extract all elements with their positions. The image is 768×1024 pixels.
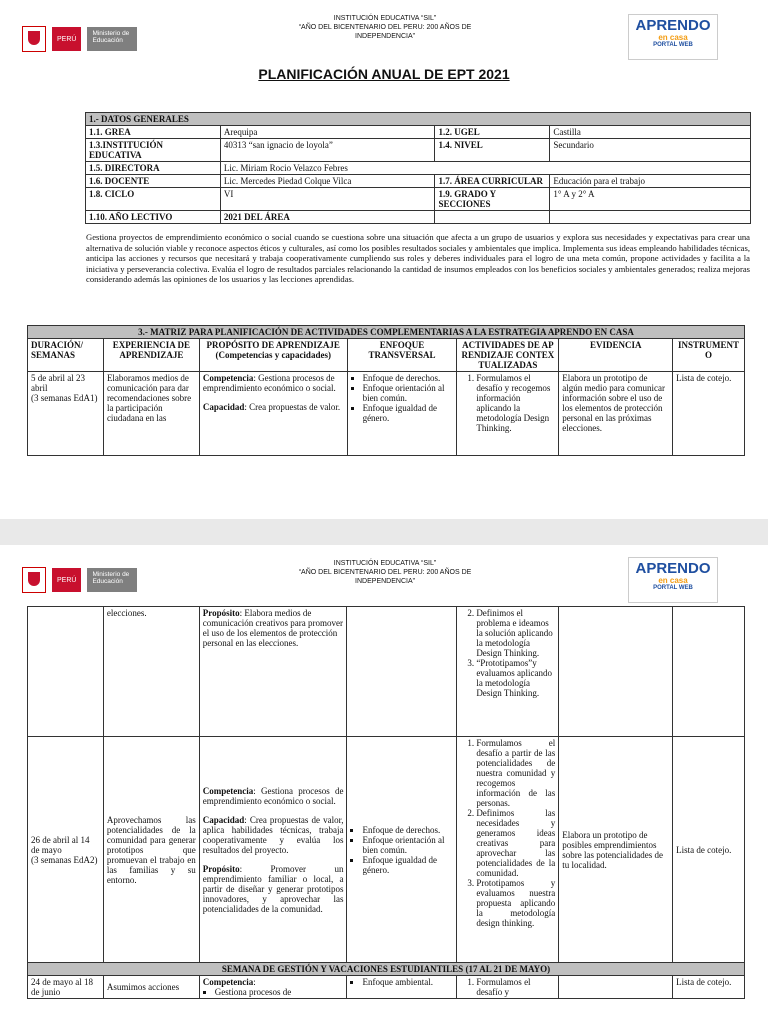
year-motto: “AÑO DEL BICENTENARIO DEL PERU: 200 AÑOS DE <box>298 24 472 31</box>
general-section-title: 1.- DATOS GENERALES <box>86 113 751 126</box>
docente-value: Lic. Mercedes Piedad Colque Vilca <box>220 175 435 188</box>
ie-label: 1.3.INSTITUCIÓN EDUCATIVA <box>86 139 221 162</box>
peru-label: PERÚ <box>52 27 81 51</box>
row3-duracion: 24 de mayo al 18 de junio <box>28 976 104 999</box>
list-item: 1. Formulamos el desafío a partir de las potencialidades de nuestra comunidad y recogemos información de las personas. <box>476 738 555 808</box>
table-row <box>28 976 745 999</box>
list-item: ▪ Enfoque de derechos. <box>362 825 453 835</box>
row1-duracion: 5 de abril al 23 abril (3 semanas EdA1) <box>28 372 104 456</box>
col-evidencia: EVIDENCIA <box>559 339 673 372</box>
grea-value: Arequipa <box>220 126 435 139</box>
year-motto-2: INDEPENDENCIA” <box>355 578 415 585</box>
col-proposito: PROPÓSITO DE APRENDIZAJE (Competencias y capacidades) <box>199 339 347 372</box>
list-item: ▪ Enfoque igualdad de género. <box>363 403 454 423</box>
row2-instrumento: Lista de cotejo. <box>673 737 745 963</box>
header-center <box>230 559 540 586</box>
list-item: ▪ Enfoque ambiental. <box>362 977 453 987</box>
general-data-table <box>85 112 751 224</box>
peru-label: PERÚ <box>52 568 81 592</box>
list-item: 2. Definimos las necesidades y generamos ideas creativas para aprovechar las potencialidades de la comunidad. <box>476 808 555 878</box>
row3-experiencia: Asumimos acciones <box>103 976 199 999</box>
empty-cell <box>435 211 550 224</box>
list-item: ▪ Enfoque igualdad de género. <box>362 855 453 875</box>
col-experiencia: EXPERIENCIA DE APRENDIZAJE <box>103 339 199 372</box>
row1b-experiencia: elecciones. <box>103 607 199 737</box>
directora-value: Lic. Miriam Rocio Velazco Febres <box>220 162 750 175</box>
row1-enfoques <box>347 372 457 456</box>
table-row <box>28 607 745 737</box>
anio-value: 2021 <box>223 212 242 222</box>
row1-actividades <box>457 372 559 456</box>
col-duracion: DURACIÓN/ SEMANAS <box>28 339 104 372</box>
ciclo-label: 1.8. CICLO <box>86 188 221 211</box>
list-item: 2. Definimos el problema e ideamos la solución aplicando la metodología Design Thinking. <box>476 608 555 658</box>
list-item: ▪ Enfoque de derechos. <box>363 373 454 383</box>
gestion-row: SEMANA DE GESTIÓN Y VACACIONES ESTUDIANTILES (17 AL 21 DE MAYO) <box>28 963 745 976</box>
aprendo-en-casa-logo: APRENDO en casa PORTAL WEB <box>628 557 718 603</box>
row1b-actividades <box>457 607 559 737</box>
col-actividades: ACTIVIDADES DE APRENDIZAJE CONTEXTUALIZADAS <box>457 339 559 372</box>
row1-experiencia: Elaboramos medios de comunicación para dar recomendaciones sobre la participación ciudadana en las <box>103 372 199 456</box>
nivel-value: Secundario <box>550 139 751 162</box>
institution-name: INSTITUCIÓN EDUCATIVA “SIL” <box>333 560 437 567</box>
year-motto-2: INDEPENDENCIA” <box>355 33 415 40</box>
document-page-2 <box>0 545 768 1024</box>
ministry-label: Ministerio de Educación <box>87 568 137 592</box>
row1b-proposito: Propósito: Elabora medios de comunicación creativos para promover el uso de los elementos de protección personal en las elecciones. <box>199 607 347 737</box>
row1-evidencia: Elabora un prototipo de algún medio para comunicar información sobre el uso de los elementos de protección personal en las próximas elecciones. <box>559 372 673 456</box>
row2-evidencia: Elabora un prototipo de posibles emprendimientos sobre las potencialidades de tu localidad. <box>559 737 673 963</box>
matrix-table-continued <box>27 606 745 999</box>
year-motto: “AÑO DEL BICENTENARIO DEL PERU: 200 AÑOS DE <box>298 569 472 576</box>
list-item: 1. Formulamos el desafío y <box>476 977 555 997</box>
header-center <box>230 14 540 41</box>
ugel-value: Castilla <box>550 126 751 139</box>
anio-label: 1.10. AÑO LECTIVO <box>86 211 221 224</box>
row3-actividades <box>457 976 559 999</box>
table-row <box>28 737 745 963</box>
desc-area-label: DEL ÁREA <box>244 212 290 222</box>
empty-cell <box>550 211 751 224</box>
matrix-table <box>27 325 745 456</box>
ugel-label: 1.2. UGEL <box>435 126 550 139</box>
aprendo-en-casa-logo: APRENDO en casa PORTAL WEB <box>628 14 718 60</box>
ministry-label: Ministerio de Educación <box>87 27 137 51</box>
docente-label: 1.6. DOCENTE <box>86 175 221 188</box>
row2-duracion: 26 de abril al 14 de mayo (3 semanas EdA2) <box>28 737 104 963</box>
row1-instrumento: Lista de cotejo. <box>673 372 745 456</box>
list-item: ▪ Enfoque orientación al bien común. <box>362 835 453 855</box>
table-row <box>28 372 745 456</box>
grea-label: 1.1. GREA <box>86 126 221 139</box>
anio-value-cell <box>220 211 435 224</box>
grado-value: 1° A y 2° A <box>550 188 751 211</box>
directora-label: 1.5. DIRECTORA <box>86 162 221 175</box>
col-instrumento: INSTRUMENTO <box>673 339 745 372</box>
row2-actividades <box>457 737 559 963</box>
nivel-label: 1.4. NIVEL <box>435 139 550 162</box>
list-item: ▪ Enfoque orientación al bien común. <box>363 383 454 403</box>
area-description: Gestiona proyectos de emprendimiento económico o social cuando se cuestiona sobre una situación que afecta a un grupo de usuarios y explora sus necesidades y expectativas para crear una alternativa de solución viable y reconoce aspectos éticos y culturales, así como los posibles resultados sociales y ambientales que implica. Implementa sus ideas empleando habilidades técnicas, anticipa las acciones y recursos que necesitará y trabaja cooperativamente cumpliendo sus roles y deberes individuales para el logro de una meta común, propone actividades y facilita a la iniciativa y perseverancia colectiva. Evalúa el logro de resultados parciales relacionando la cantidad de insumos empleados con los beneficios sociales y ambientales generados; realiza mejoras considerando además las opiniones de los usuarios y las lecciones aprendidas. <box>86 232 750 285</box>
area-label: 1.7. ÁREA CURRICULAR <box>435 175 550 188</box>
row3-proposito: Competencia: ▪ Gestiona procesos de <box>199 976 347 999</box>
list-item: 3. “Prototipamos”y evaluamos aplicando la metodología Design Thinking. <box>476 658 555 698</box>
peru-shield-icon <box>22 26 46 52</box>
ministry-logo <box>22 567 137 593</box>
list-item: ▪ Gestiona procesos de <box>215 987 344 997</box>
area-value: Educación para el trabajo <box>550 175 751 188</box>
ciclo-value: VI <box>220 188 435 211</box>
list-item: 1. Formulamos el desafío y recogemos información aplicando la metodología Design Thinking. <box>476 373 555 433</box>
row1-proposito: Competencia: Gestiona procesos de emprendimiento económico o social. Capacidad: Crea propuestas de valor. <box>199 372 347 456</box>
col-enfoque: ENFOQUE TRANSVERSAL <box>347 339 457 372</box>
row3-instrumento: Lista de cotejo. <box>673 976 745 999</box>
row2-proposito: Competencia: Gestiona procesos de emprendimiento económico o social. Capacidad: Crea propuestas de valor, aplica habilidades técnicas, trabaja cooperativamente y evalúa los resultados del proyecto. Propósito: Promover un emprendimiento familiar o local, a partir de diseñar y generar prototipos innovadores, y aprovechar las potencialidades de la comunidad. <box>199 737 347 963</box>
matrix-title: 3.- MATRIZ PARA PLANIFICACIÓN DE ACTIVIDADES COMPLEMENTARIAS A LA ESTRATEGIA APRENDO EN CASA <box>28 326 745 339</box>
row2-experiencia: Aprovechamos las potencialidades de la comunidad para generar prototipos que promuevan el trabajo en las familias y su entorno. <box>103 737 199 963</box>
institution-name: INSTITUCIÓN EDUCATIVA “SIL” <box>333 15 437 22</box>
ie-value: 40313 “san ignacio de loyola” <box>220 139 435 162</box>
row3-enfoques <box>347 976 457 999</box>
list-item: 3. Prototipamos y evaluamos nuestra propuesta aplicando la metodología design thinking. <box>476 878 555 928</box>
peru-shield-icon <box>22 567 46 593</box>
ministry-logo <box>22 26 137 52</box>
row2-enfoques <box>347 737 457 963</box>
page-title: PLANIFICACIÓN ANUAL DE EPT 2021 <box>258 66 510 82</box>
grado-label: 1.9. GRADO Y SECCIONES <box>435 188 550 211</box>
